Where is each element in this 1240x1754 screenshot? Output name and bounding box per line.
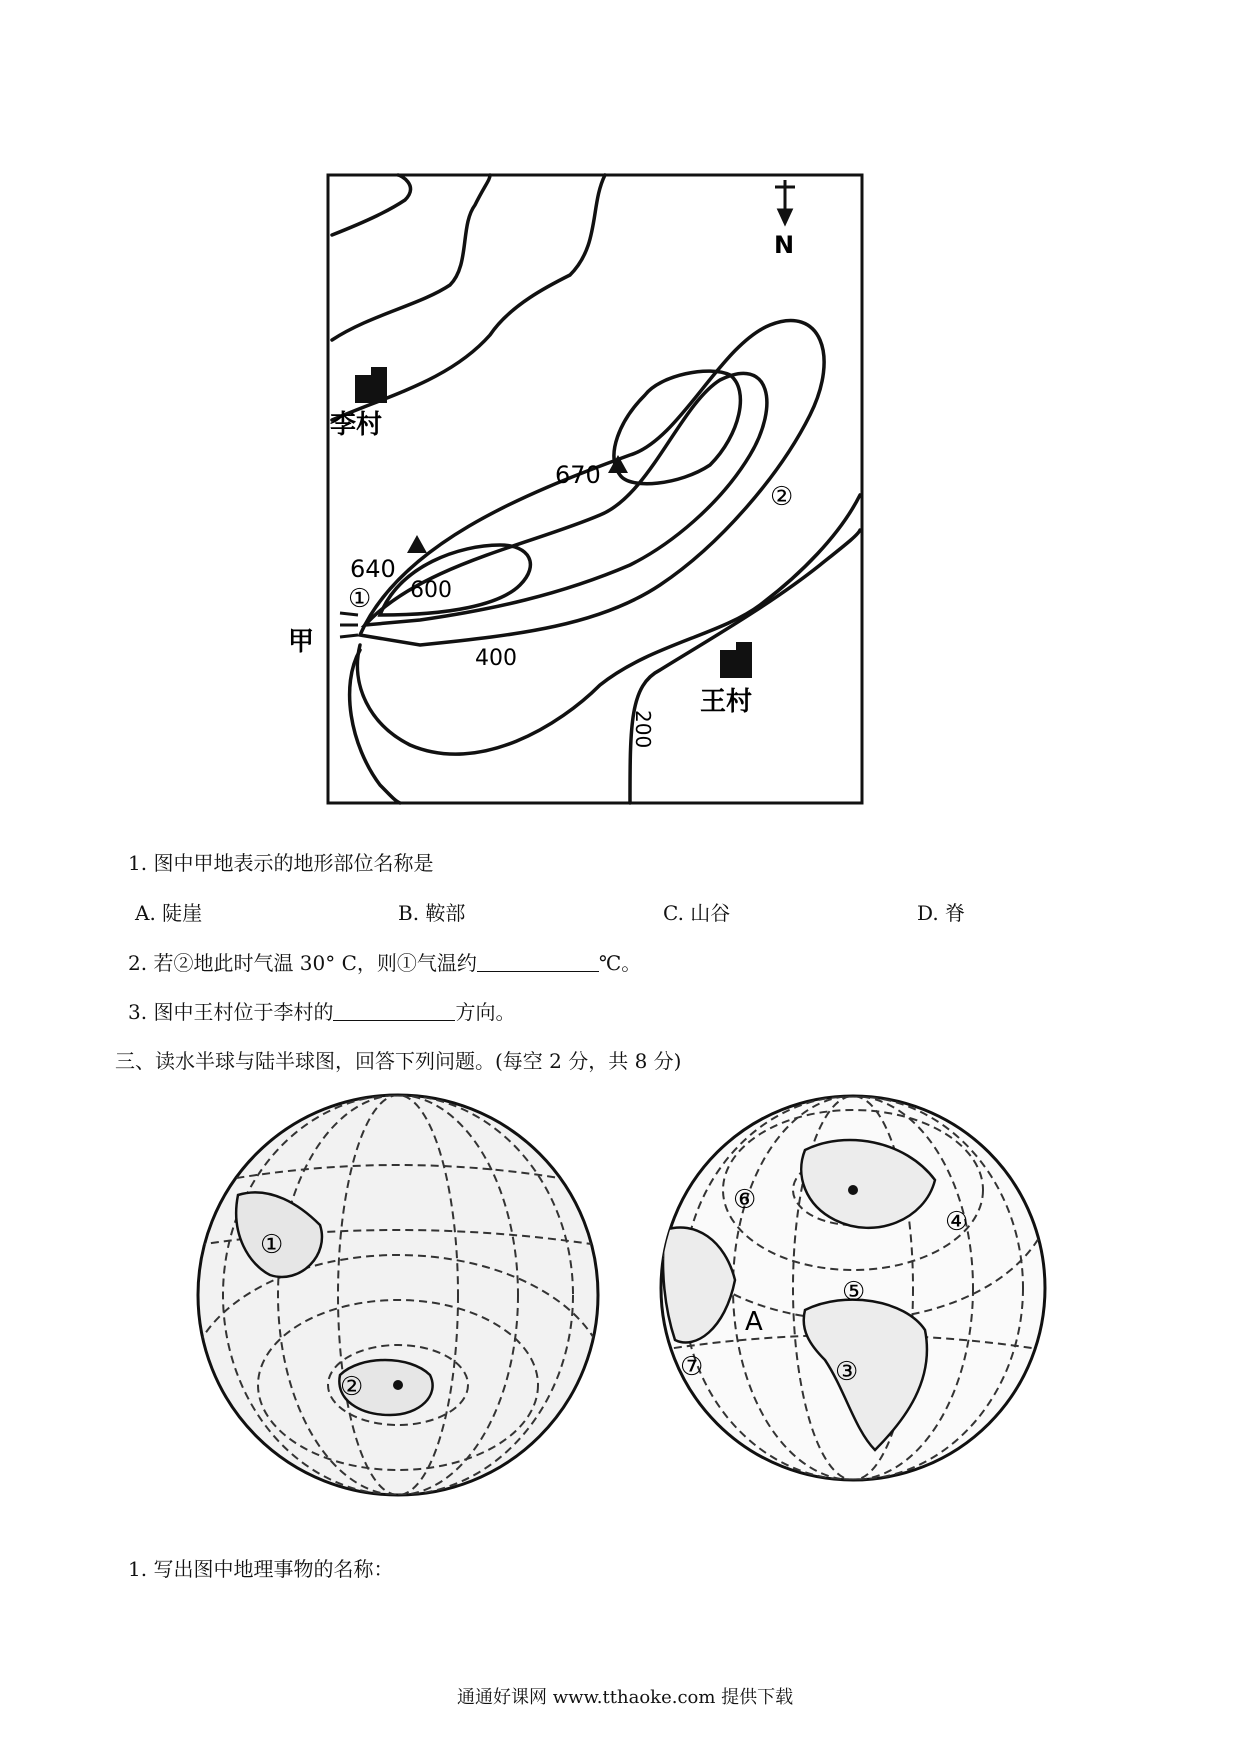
- question-3: [128, 996, 515, 1025]
- right-globe-marker-5: ⑤: [842, 1277, 866, 1307]
- right-globe-marker-7: ⑦: [680, 1352, 704, 1382]
- question-2-text: 2. 若②地此时气温 30° C，则①气温约: [128, 951, 477, 975]
- answer-blank[interactable]: [333, 1000, 455, 1021]
- option-a: A. 陡崖: [135, 901, 203, 925]
- answer-blank[interactable]: [477, 951, 599, 972]
- contour-670-label: 670: [555, 461, 601, 489]
- left-globe-marker-2: ②: [340, 1372, 364, 1402]
- question-3-text: 3. 图中王村位于李村的: [128, 1000, 334, 1024]
- marker-1: ①: [348, 584, 372, 614]
- water-hemisphere-globe: [190, 1085, 610, 1505]
- topographic-map: [288, 165, 920, 805]
- contour-600-label: 600: [410, 578, 452, 603]
- question-2: [128, 947, 641, 976]
- land-hemisphere-globe: [655, 1090, 1055, 1490]
- question-3-suffix: 方向。: [455, 1000, 516, 1024]
- right-globe-marker-6: ⑥: [733, 1185, 757, 1215]
- jia-label: 甲: [288, 627, 315, 657]
- contour-200-label: 200: [631, 710, 655, 749]
- village-wang-label: 王村: [700, 687, 753, 717]
- option-d: D. 脊: [917, 901, 966, 925]
- village-li-label: 李村: [330, 410, 383, 440]
- option-b: B. 鞍部: [398, 901, 466, 925]
- right-globe-marker-3: ③: [835, 1357, 859, 1387]
- question-2-unit: ℃。: [598, 951, 642, 975]
- option-c: C. 山谷: [663, 901, 731, 925]
- question-1: 1. 图中甲地表示的地形部位名称是: [128, 851, 434, 875]
- right-globe-label-a: A: [745, 1307, 763, 1337]
- footer: 通通好课网 www.tthaoke.com 提供下载: [457, 1687, 794, 1708]
- contour-400-label: 400: [475, 646, 517, 671]
- right-globe-marker-4: ④: [945, 1207, 969, 1237]
- marker-2: ②: [770, 482, 794, 512]
- left-globe-marker-1: ①: [260, 1230, 284, 1260]
- section-3-question-1: 1. 写出图中地理事物的名称：: [128, 1557, 394, 1581]
- section-3-heading: 三、读水半球与陆半球图，回答下列问题。(每空 2 分，共 8 分): [115, 1049, 682, 1073]
- north-label: N: [774, 231, 795, 259]
- contour-640-label: 640: [350, 555, 396, 583]
